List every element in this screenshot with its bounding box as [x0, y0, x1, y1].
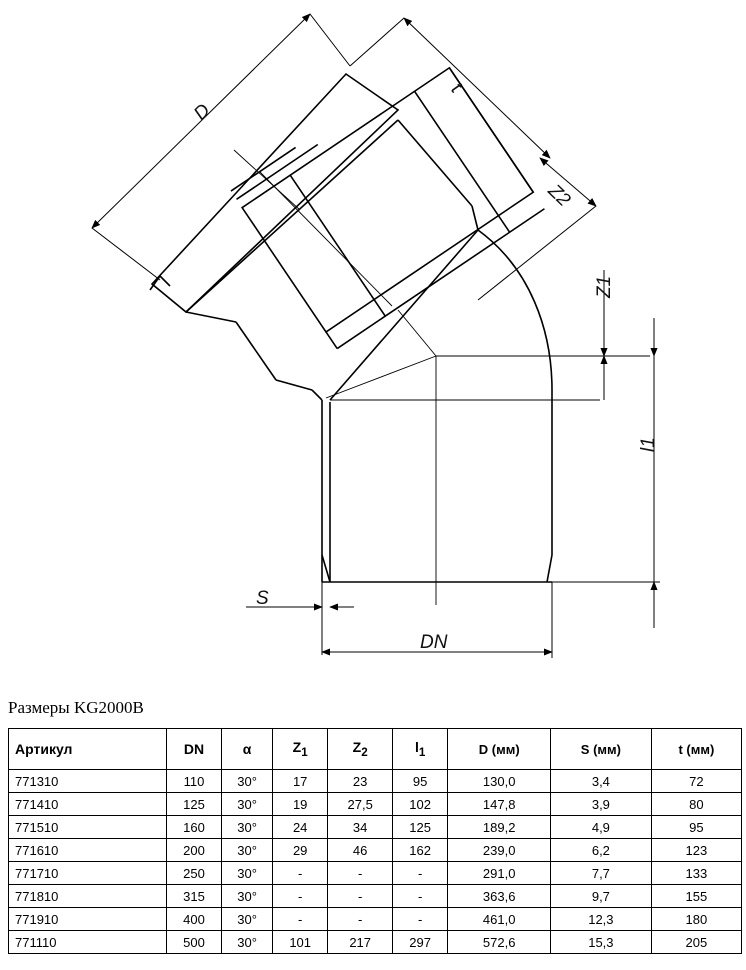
table-cell: 102 [392, 793, 448, 816]
table-cell: 771310 [9, 770, 167, 793]
table-cell: 6,2 [550, 839, 651, 862]
table-cell: 180 [651, 908, 741, 931]
table-row [9, 839, 742, 862]
table-cell: 147,8 [448, 793, 551, 816]
table-cell: 30° [222, 793, 273, 816]
table-row [9, 885, 742, 908]
table-cell: 771610 [9, 839, 167, 862]
table-cell: 461,0 [448, 908, 551, 931]
table-cell: - [328, 908, 392, 931]
table-cell: 205 [651, 931, 741, 954]
table-cell: 500 [166, 931, 222, 954]
table-cell: 155 [651, 885, 741, 908]
table-cell: 17 [272, 770, 328, 793]
table-row [9, 793, 742, 816]
table-cell: 297 [392, 931, 448, 954]
table-cell: 101 [272, 931, 328, 954]
table-cell: 771410 [9, 793, 167, 816]
table-cell: - [392, 885, 448, 908]
header-cell: D (мм) [448, 729, 551, 770]
table-cell: - [272, 862, 328, 885]
label-d: D [190, 100, 215, 125]
table-cell: 771110 [9, 931, 167, 954]
table-cell: 30° [222, 931, 273, 954]
header-cell: $Z_2$ [328, 729, 392, 770]
table-cell: 125 [166, 793, 222, 816]
table-cell: 572,6 [448, 931, 551, 954]
table-body [9, 770, 742, 954]
table-cell: 23 [328, 770, 392, 793]
table-cell: 125 [392, 816, 448, 839]
table-cell: 217 [328, 931, 392, 954]
table-cell: 95 [651, 816, 741, 839]
table-header-row [9, 729, 742, 770]
header-cell: $l_1$ [392, 729, 448, 770]
table-cell: 771910 [9, 908, 167, 931]
table-cell: 400 [166, 908, 222, 931]
label-l1: l1 [638, 437, 659, 452]
table-cell: 130,0 [448, 770, 551, 793]
table-cell: 30° [222, 908, 273, 931]
table-cell: 24 [272, 816, 328, 839]
table-cell: 7,7 [550, 862, 651, 885]
table-cell: 34 [328, 816, 392, 839]
table-cell: 162 [392, 839, 448, 862]
table-cell: 15,3 [550, 931, 651, 954]
header-cell: S (мм) [550, 729, 651, 770]
table-cell: 200 [166, 839, 222, 862]
table-cell: - [392, 908, 448, 931]
table-cell: 4,9 [550, 816, 651, 839]
table-cell: 239,0 [448, 839, 551, 862]
table-cell: 12,3 [550, 908, 651, 931]
header-cell: t (мм) [651, 729, 741, 770]
table-cell: 30° [222, 862, 273, 885]
upper-socket-body [231, 51, 545, 348]
table-cell: 160 [166, 816, 222, 839]
table-caption: Размеры KG2000B [8, 698, 144, 717]
table-cell: - [392, 862, 448, 885]
header-cell: DN [166, 729, 222, 770]
dimensions-table [8, 728, 742, 954]
label-t: t [446, 78, 466, 98]
table-cell: 9,7 [550, 885, 651, 908]
header-cell: $Z_1$ [272, 729, 328, 770]
table-cell: 29 [272, 839, 328, 862]
table-cell: 27,5 [328, 793, 392, 816]
header-cell: Артикул [9, 729, 167, 770]
label-s: S [256, 588, 269, 609]
table-cell: 19 [272, 793, 328, 816]
hidden-lines [234, 150, 650, 605]
table-cell: 80 [651, 793, 741, 816]
table-cell: 30° [222, 839, 273, 862]
table-cell: 291,0 [448, 862, 551, 885]
table-cell: 250 [166, 862, 222, 885]
table-cell: 315 [166, 885, 222, 908]
table-row [9, 862, 742, 885]
table-row [9, 770, 742, 793]
label-dn: DN [420, 632, 448, 653]
header-cell: α [222, 729, 273, 770]
table-cell: - [328, 862, 392, 885]
table-cell: 363,6 [448, 885, 551, 908]
table-cell: 3,9 [550, 793, 651, 816]
table-cell: 133 [651, 862, 741, 885]
table-cell: - [272, 885, 328, 908]
table-cell: 771510 [9, 816, 167, 839]
table-cell: - [328, 885, 392, 908]
table-cell: 95 [392, 770, 448, 793]
table-cell: 30° [222, 770, 273, 793]
label-z2: Z2 [543, 180, 575, 211]
table-row [9, 816, 742, 839]
label-z1: Z1 [594, 275, 615, 298]
dimension-lines [92, 14, 660, 658]
table-cell: 110 [166, 770, 222, 793]
table-cell: 30° [222, 885, 273, 908]
table-row [9, 908, 742, 931]
table-cell: 46 [328, 839, 392, 862]
table-row [9, 931, 742, 954]
table-cell: 30° [222, 816, 273, 839]
table-cell: 771710 [9, 862, 167, 885]
table-cell: - [272, 908, 328, 931]
table-cell: 189,2 [448, 816, 551, 839]
table-cell: 123 [651, 839, 741, 862]
table-cell: 3,4 [550, 770, 651, 793]
table-cell: 72 [651, 770, 741, 793]
table-cell: 771810 [9, 885, 167, 908]
